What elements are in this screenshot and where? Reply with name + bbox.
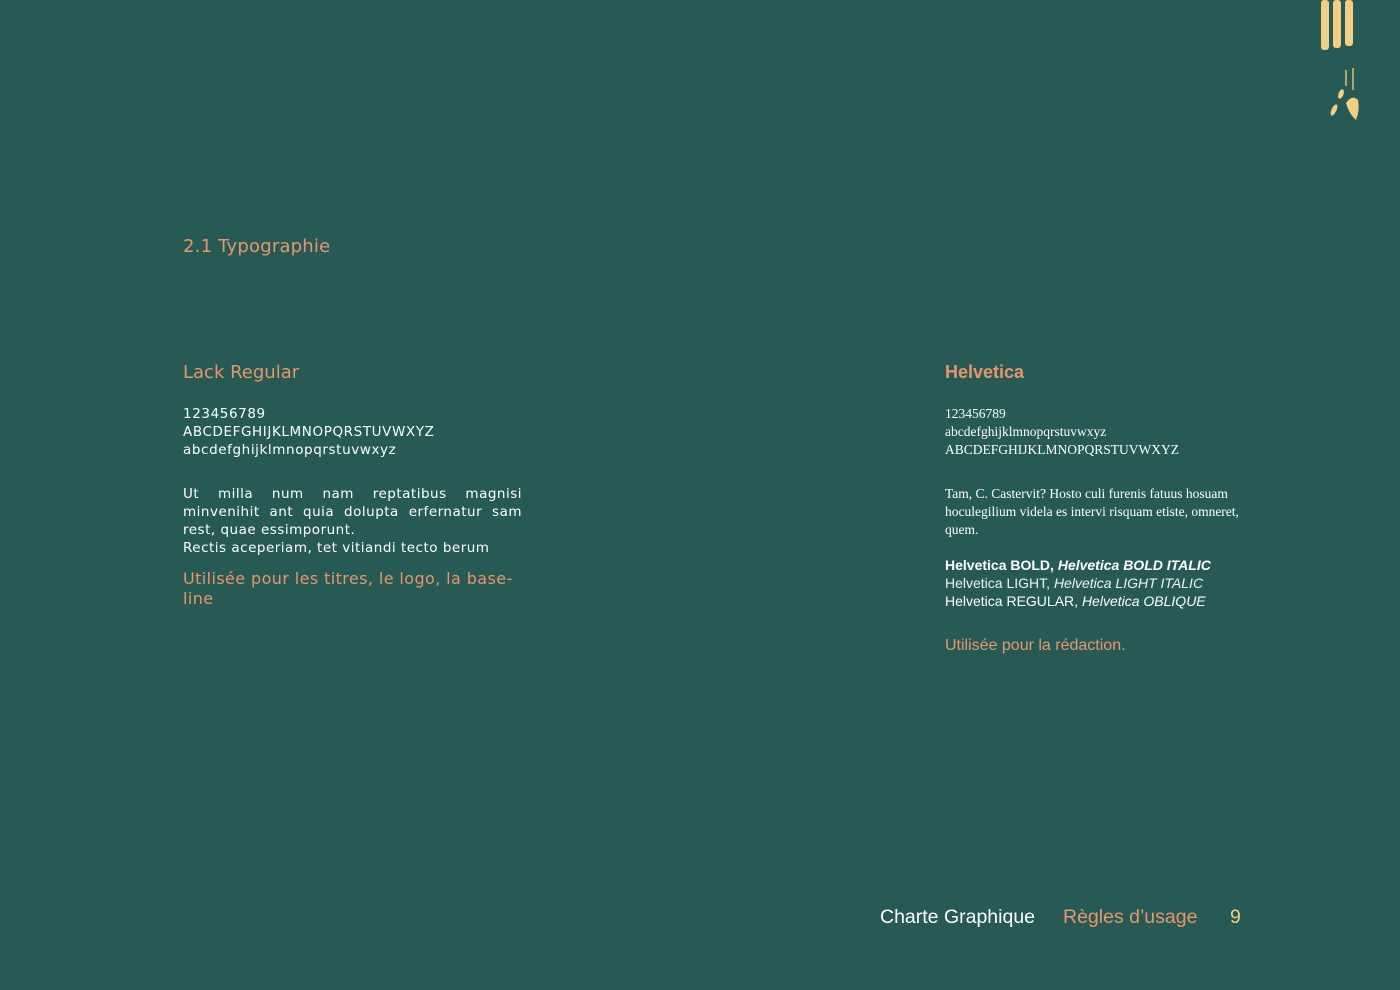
right-font-name: Helvetica (945, 362, 1025, 382)
style-row-bold (945, 556, 1275, 574)
right-font-styles (945, 556, 1275, 610)
footer-page-number: 9 (1230, 906, 1241, 928)
left-usage-note: Utilisée pour les titres, le logo, la base-line (183, 569, 513, 608)
style-bold: Helvetica BOLD, (945, 557, 1054, 573)
left-lowercase: abcdefghijklmnopqrstuvwxyz (183, 442, 397, 458)
footer-doc-title: Charte Graphique (880, 906, 1036, 928)
right-digits: 123456789 (945, 406, 1006, 421)
style-oblique: Helvetica OBLIQUE (1081, 593, 1206, 609)
left-digits: 123456789 (183, 406, 266, 422)
style-row-light (945, 574, 1275, 592)
right-font-sample (945, 405, 1275, 459)
left-font-name: Lack Regular (183, 362, 300, 383)
left-paragraph-text: Ut milla num nam reptatibus magnisi minvenihit ant quia dolupta erfernatur sam rest, quae essimporunt. (183, 486, 522, 538)
left-paragraph-line2: Rectis aceperiam, tet vitiandi tecto berum (183, 540, 490, 556)
style-light: Helvetica LIGHT, (945, 575, 1051, 591)
footer-section-title: Règles d’usage (1063, 906, 1198, 928)
right-usage-note: Utilisée pour la rédaction. (945, 637, 1126, 654)
right-lowercase: abcdefghijklmnopqrstuvwxyz (945, 424, 1107, 439)
right-sample-paragraph: Tam, C. Castervit? Hosto culi furenis fatuus hosuam hoculegilium videla es intervi risquam etiste, omneret, quem. (945, 486, 1239, 537)
left-font-sample (183, 405, 523, 459)
left-uppercase: ABCDEFGHIJKLMNOPQRSTUVWXYZ (183, 424, 435, 440)
style-bold-italic: Helvetica BOLD ITALIC (1057, 557, 1211, 573)
style-light-italic: Helvetica LIGHT ITALIC (1053, 575, 1204, 591)
left-sample-paragraph (183, 485, 522, 557)
style-regular: Helvetica REGULAR, (945, 593, 1079, 609)
section-title: 2.1 Typographie (183, 236, 331, 257)
style-row-regular (945, 592, 1275, 610)
right-uppercase: ABCDEFGHIJKLMNOPQRSTUVWXYZ (945, 442, 1180, 457)
brand-logo-icon (1318, 0, 1364, 125)
